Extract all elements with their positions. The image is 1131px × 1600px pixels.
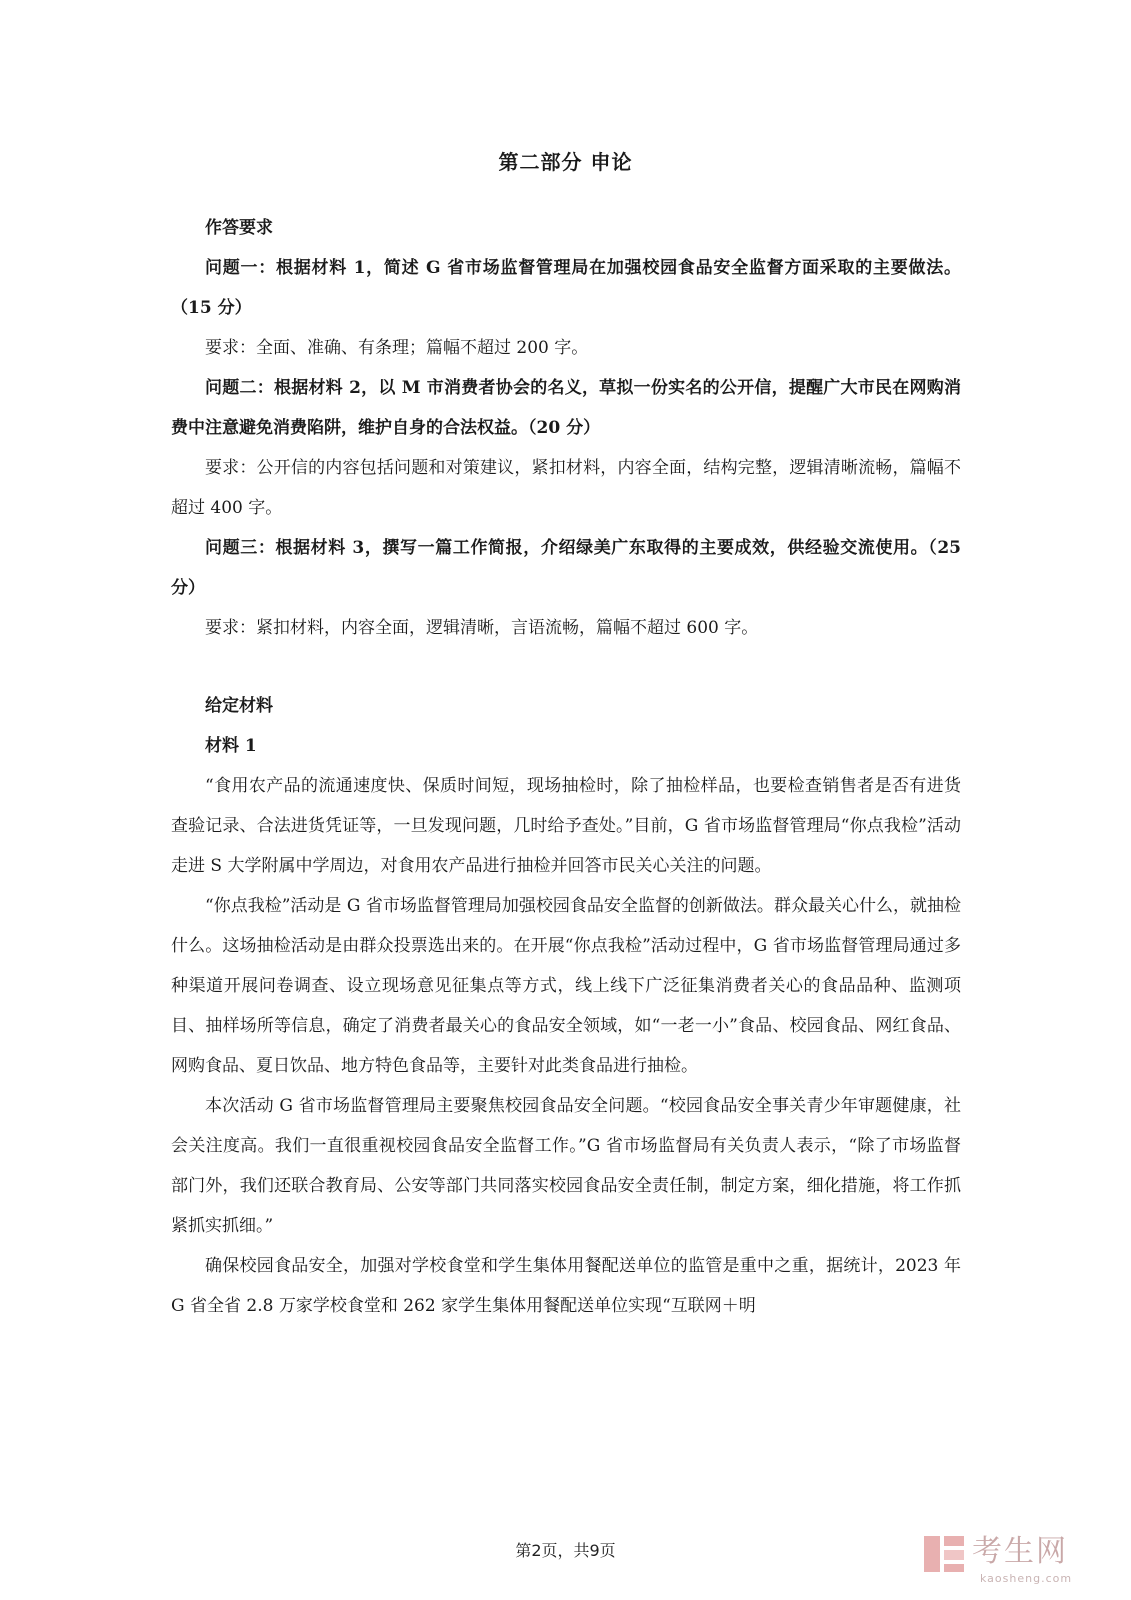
question-2-requirement: 要求：公开信的内容包括问题和对策建议，紧扣材料，内容全面，结构完整，逻辑清晰流畅，篇幅不超过 400 字。 <box>171 458 961 518</box>
material-1-paragraph: “你点我检”活动是 G 省市场监督管理局加强校园食品安全监督的创新做法。群众最关心什么，就抽检什么。这场抽检活动是由群众投票选出来的。在开展“你点我检”活动过程中，G 省市场监督管理局通过多种渠道开展问卷调查、设立现场意见征集点等方式，线上线下广泛征集消费者关心的食品品种、监测项目、抽样场所等信息，确定了消费者最关心的食品安全领域，如“一老一小”食品、校园食品、网红食品、网购食品、夏日饮品、地方特色食品等，主要针对此类食品进行抽检。 <box>171 896 961 1076</box>
question-3-requirement: 要求：紧扣材料，内容全面，逻辑清晰，言语流畅，篇幅不超过 600 字。 <box>205 618 759 638</box>
materials-heading: 给定材料 <box>205 696 273 716</box>
question-2-prompt: 问题二：根据材料 2，以 M 市消费者协会的名义，草拟一份实名的公开信，提醒广大市民在网购消费中注意避免消费陷阱，维护自身的合法权益。（20 分） <box>171 378 961 438</box>
page-number-footer: 第2页，共9页 <box>515 1541 616 1560</box>
site-watermark <box>922 1532 1122 1588</box>
document-body <box>171 208 961 1326</box>
material-1-paragraph: “食用农产品的流通速度快、保质时间短，现场抽检时，除了抽检样品，也要检查销售者是否有进货查验记录、合法进货凭证等，一旦发现问题，几时给予查处。”目前，G 省市场监督管理局“你点我检”活动走进 S 大学附属中学周边，对食用农产品进行抽检并回答市民关心关注的问题。 <box>171 776 961 876</box>
page-title: 第二部分 申论 <box>498 150 633 174</box>
watermark-logo-icon <box>922 1532 966 1576</box>
material-1-paragraph: 本次活动 G 省市场监督管理局主要聚焦校园食品安全问题。“校园食品安全事关青少年审题健康，社会关注度高。我们一直很重视校园食品安全监督工作。”G 省市场监督局有关负责人表示，“除了市场监督部门外，我们还联合教育局、公安等部门共同落实校园食品安全责任制，制定方案，细化措施，将工作抓紧抓实抓细。” <box>171 1096 961 1236</box>
watermark-url: kaosheng.com <box>980 1572 1073 1585</box>
question-1-prompt: 问题一：根据材料 1，简述 G 省市场监督管理局在加强校园食品安全监督方面采取的主要做法。（15 分） <box>171 258 961 318</box>
requirements-heading: 作答要求 <box>205 218 273 238</box>
material-1-paragraph: 确保校园食品安全，加强对学校食堂和学生集体用餐配送单位的监管是重中之重，据统计，2023 年 G 省全省 2.8 万家学校食堂和 262 家学生集体用餐配送单位实现“互联网＋明 <box>171 1256 961 1316</box>
question-1-requirement: 要求：全面、准确、有条理；篇幅不超过 200 字。 <box>205 338 589 358</box>
question-3-prompt: 问题三：根据材料 3，撰写一篇工作简报，介绍绿美广东取得的主要成效，供经验交流使用。（25 分） <box>171 538 961 598</box>
watermark-text: 考生网 <box>972 1534 1068 1569</box>
material-1-title: 材料 1 <box>205 736 257 756</box>
